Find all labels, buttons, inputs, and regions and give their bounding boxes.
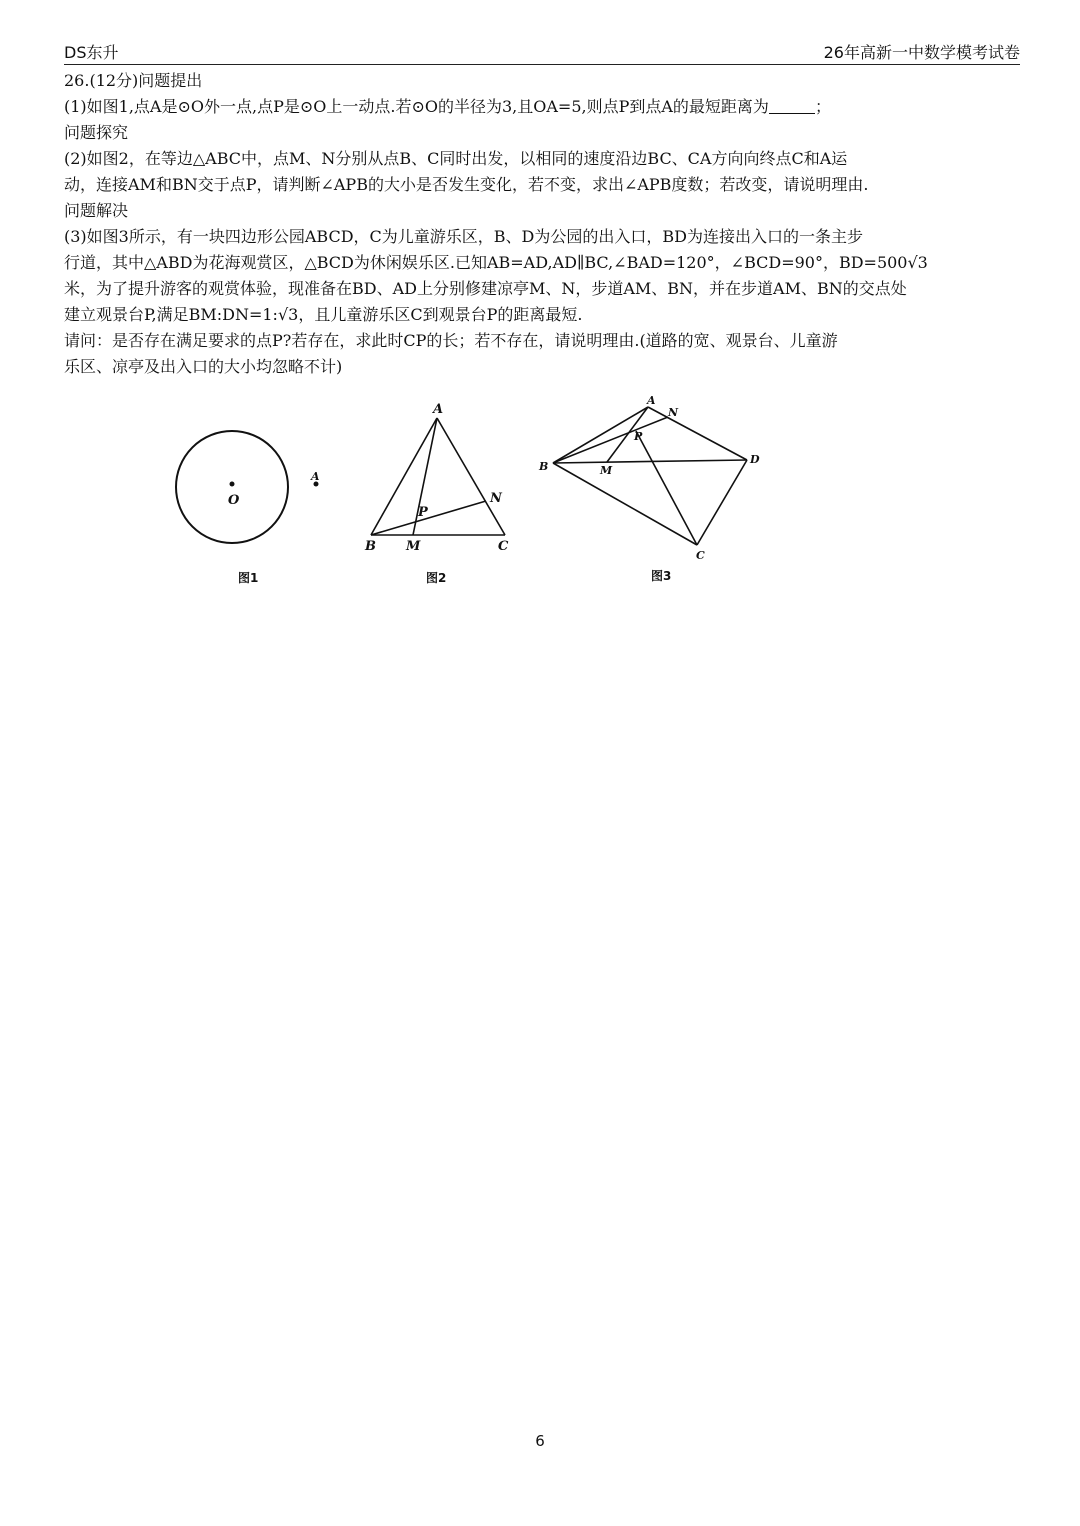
part1 <box>64 94 1024 120</box>
circle-o <box>176 431 288 543</box>
point-o <box>230 482 235 487</box>
figure-3-caption: 图3 <box>651 569 672 583</box>
ask-line2: 乐区、凉亭及出入口的大小均忽略不计) <box>64 357 343 376</box>
side-ac <box>437 418 505 535</box>
label-m: M <box>406 539 421 554</box>
segment-bn <box>371 501 486 535</box>
label-p: P <box>418 505 428 520</box>
section-heading-solve: 问题解决 <box>64 201 129 220</box>
answer-blank <box>769 97 815 114</box>
figure-3 <box>535 390 775 574</box>
ask-line1: 请问：是否存在满足要求的点P?若存在，求此时CP的长；若不存在，请说明理由.(道路的宽、观景台、儿童游 <box>64 331 838 350</box>
label-b: B <box>539 460 549 473</box>
label-m: M <box>600 464 613 477</box>
label-d: D <box>750 453 760 466</box>
part3-line2: 行道，其中△ABD为花海观赏区，△BCD为休闲娱乐区.已知AB=AD,AD∥BC,∠BAD=120°，∠BCD=90°，BD=500√3 <box>64 253 928 272</box>
figure-1 <box>170 425 340 579</box>
label-n: N <box>490 491 502 506</box>
question-title: 26.(12分)问题提出 <box>64 71 203 90</box>
label-b: B <box>365 539 376 554</box>
diagonal-bd <box>553 460 747 463</box>
label-c: C <box>696 549 705 562</box>
side-cd <box>697 460 747 545</box>
label-a: A <box>647 394 656 407</box>
label-c: C <box>498 539 509 554</box>
label-n: N <box>668 406 679 419</box>
side-ad <box>648 407 747 460</box>
part2-line2: 动，连接AM和BN交于点P，请判断∠APB的大小是否发生变化，若不变，求出∠APB度数；若改变，请说明理由. <box>64 175 869 194</box>
part1-text: (1)如图1,点A是⊙O外一点,点P是⊙O上一动点.若⊙O的半径为3,且OA=5,则点P到点A的最短距离为 <box>64 97 769 116</box>
part3-line3: 米，为了提升游客的观赏体验，现准备在BD、AD上分别修建凉亭M、N，步道AM、BN，并在步道AM、BN的交点处 <box>64 279 907 298</box>
figure-1-drawing <box>170 425 340 575</box>
label-o: O <box>228 493 240 508</box>
header-right: 26年高新一中数学模考试卷 <box>823 43 1020 62</box>
part3-line4: 建立观景台P,满足BM:DN=1:√3，且儿童游乐区C到观景台P的距离最短. <box>64 305 583 324</box>
label-a: A <box>433 402 444 417</box>
part1-end: ； <box>814 97 831 116</box>
label-a: A <box>311 470 320 483</box>
section-heading-explore: 问题探究 <box>64 123 129 142</box>
figure-2-drawing <box>360 398 520 558</box>
part2-line1: (2)如图2，在等边△ABC中，点M、N分别从点B、C同时出发，以相同的速度沿边BC、CA方向向终点C和A运 <box>64 149 848 168</box>
figure-1-caption: 图1 <box>238 571 259 585</box>
page-header <box>64 40 1020 65</box>
label-p: P <box>634 430 643 443</box>
figure-2 <box>360 398 520 562</box>
part3-line1: (3)如图3所示，有一块四边形公园ABCD，C为儿童游乐区，B、D为公园的出入口，BD为连接出入口的一条主步 <box>64 227 863 246</box>
header-left: DS东升 <box>64 43 119 62</box>
figure-3-drawing <box>535 390 775 570</box>
question-body <box>64 68 1024 380</box>
figure-2-caption: 图2 <box>426 571 447 585</box>
page-number: 6 <box>535 1432 545 1450</box>
